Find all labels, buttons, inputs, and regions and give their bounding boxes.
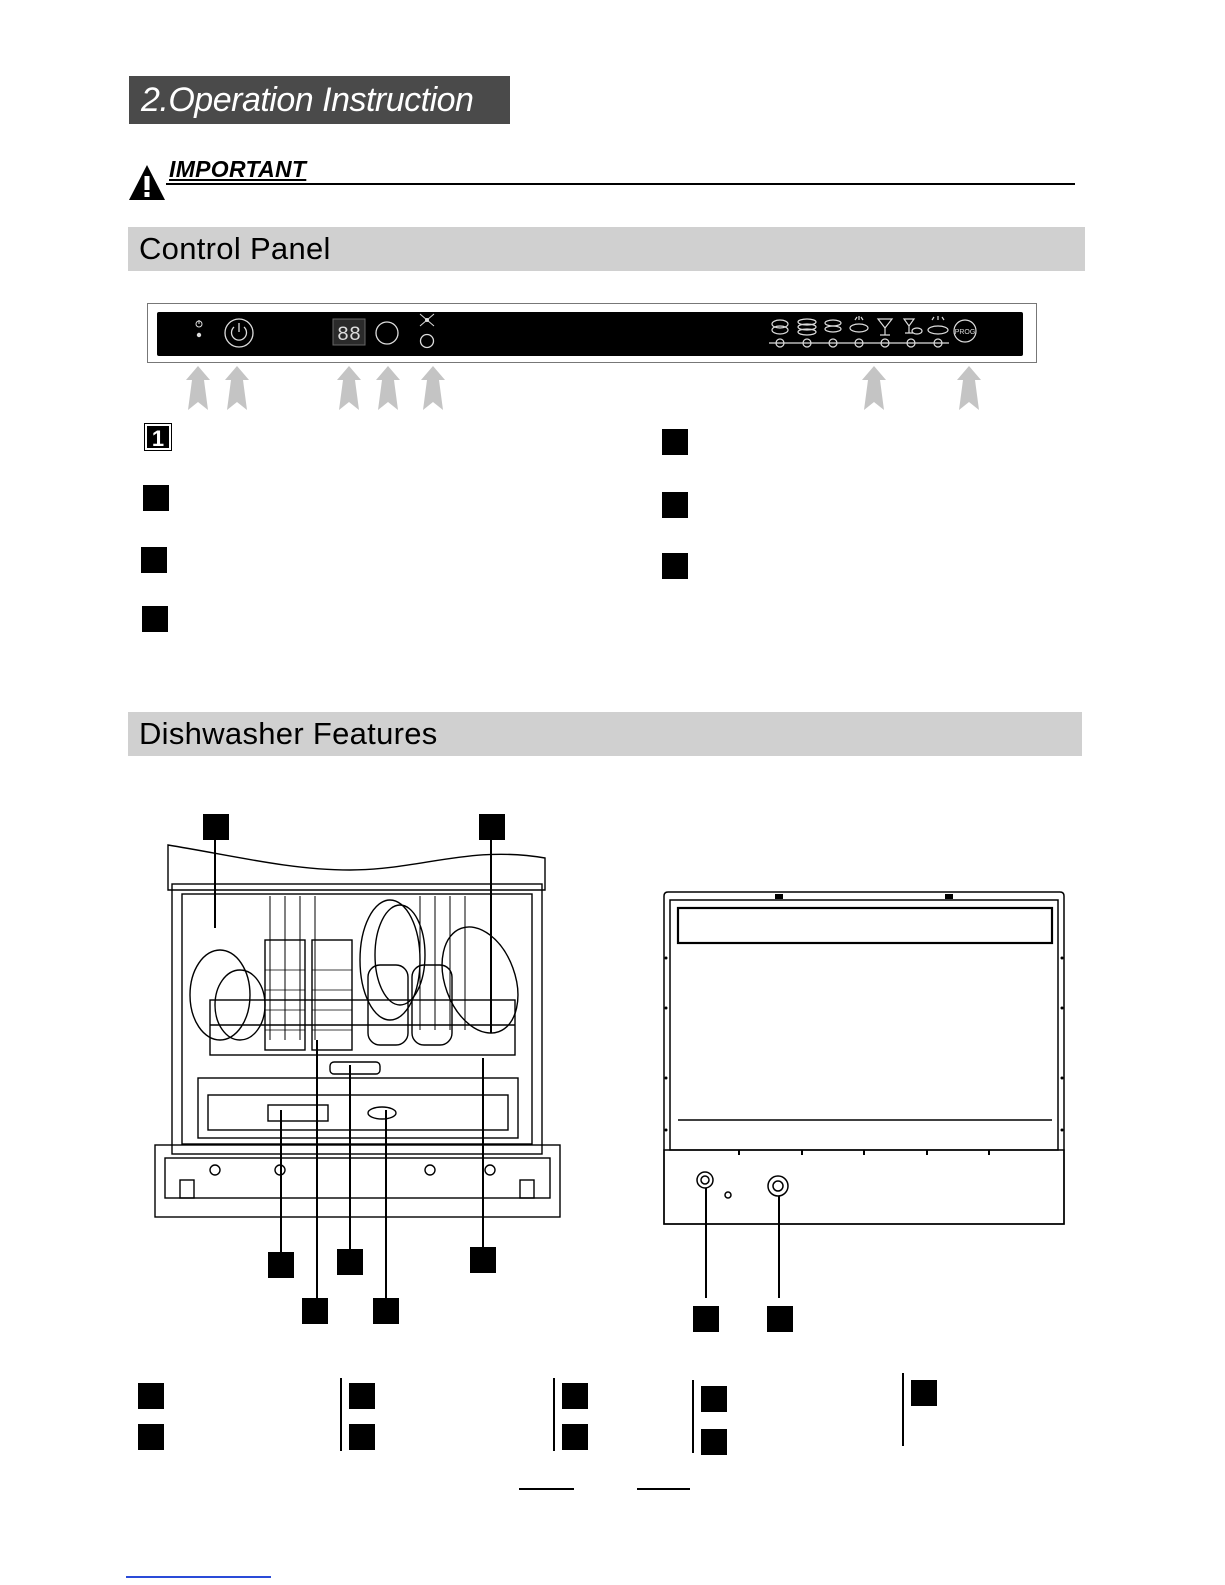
feature-badge [373, 1298, 399, 1324]
feature-badge [203, 814, 229, 840]
feature-badge [470, 1247, 496, 1273]
legend-divider [553, 1378, 555, 1451]
feature-legend-badge [138, 1424, 164, 1450]
feature-legend-badge [349, 1383, 375, 1409]
control-panel-controls [157, 312, 1023, 356]
display-digits: 88 [336, 324, 362, 347]
feature-badge [479, 814, 505, 840]
footer-link-rule [126, 1576, 271, 1578]
footer-rule [519, 1488, 574, 1490]
important-rule [166, 183, 1075, 185]
leader-line [316, 1040, 318, 1298]
callout-arrow [420, 366, 446, 410]
dishwasher-features-heading: Dishwasher Features [128, 712, 1082, 756]
callout-arrow [861, 366, 887, 410]
feature-badge [337, 1249, 363, 1275]
leader-line [705, 1188, 707, 1298]
legend-badge [662, 553, 688, 579]
feature-badge [767, 1306, 793, 1332]
footer-rule [637, 1488, 690, 1490]
program-icons [769, 316, 976, 347]
legend-badge [141, 547, 167, 573]
feature-legend-badge [349, 1424, 375, 1450]
leader-line [349, 1065, 351, 1250]
legend-divider [902, 1373, 904, 1446]
callout-arrow [375, 366, 401, 410]
leader-line [280, 1110, 282, 1252]
legend-badge [662, 492, 688, 518]
feature-badge [693, 1306, 719, 1332]
feature-legend-badge [138, 1383, 164, 1409]
callout-arrow [185, 366, 211, 410]
legend-divider [692, 1380, 694, 1453]
feature-badge [302, 1298, 328, 1324]
rinse-aid-icon [420, 314, 434, 348]
feature-legend-badge [701, 1386, 727, 1412]
leader-line [214, 838, 216, 928]
warning-icon [128, 163, 166, 201]
feature-legend-badge [911, 1380, 937, 1406]
prog-label: PROG [954, 329, 976, 336]
power-indicator-icon [196, 320, 202, 337]
leader-line [778, 1196, 780, 1298]
feature-badge [268, 1252, 294, 1278]
delay-button-icon [376, 322, 398, 344]
feature-legend-badge [562, 1424, 588, 1450]
callout-arrow [224, 366, 250, 410]
callout-arrow [956, 366, 982, 410]
legend-divider [340, 1378, 342, 1451]
feature-legend-badge [562, 1383, 588, 1409]
leader-line [490, 838, 492, 1033]
legend-badge [142, 606, 168, 632]
section-title: 2.Operation Instruction [129, 76, 510, 124]
legend-badge [143, 485, 169, 511]
leader-line [385, 1110, 387, 1298]
dishwasher-rear-illustration [658, 888, 1070, 1233]
leader-line [482, 1058, 484, 1248]
legend-badge-1: 1 [145, 424, 171, 450]
legend-badge [662, 429, 688, 455]
dishwasher-interior-illustration [150, 840, 565, 1230]
control-panel-heading: Control Panel [128, 227, 1085, 271]
power-button-icon [225, 319, 253, 347]
feature-legend-badge [701, 1429, 727, 1455]
important-label: IMPORTANT [169, 156, 307, 182]
callout-arrow [336, 366, 362, 410]
